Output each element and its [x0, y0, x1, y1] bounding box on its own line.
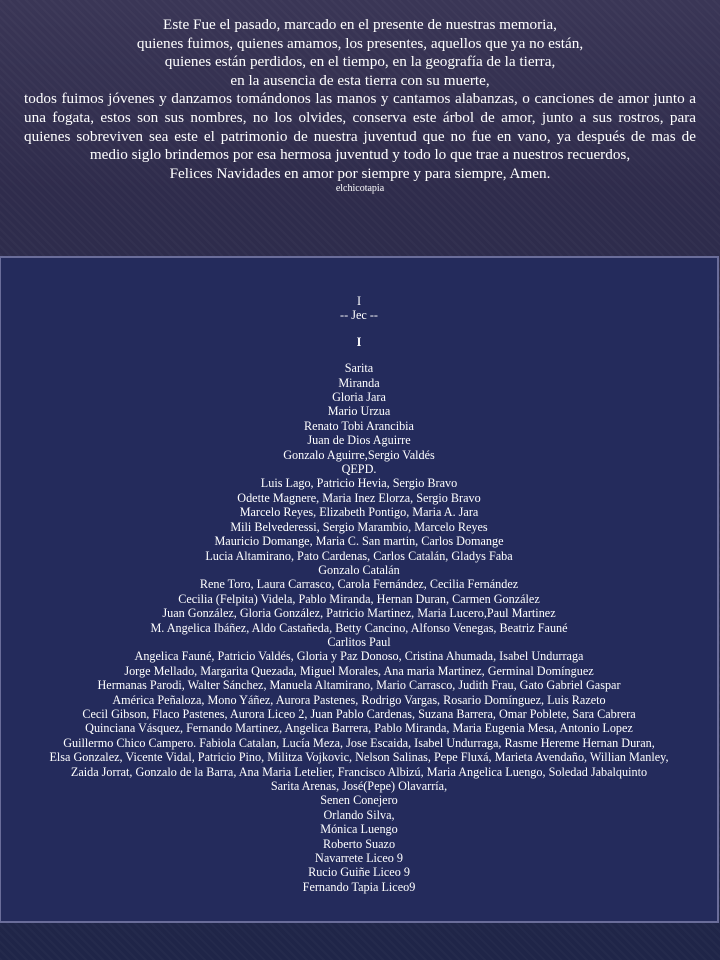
name-line: Elsa Gonzalez, Vicente Vidal, Patricio Pino, Militza Vojkovic, Nelson Salinas, Pepe Fluxá, Marieta Avendaño, Willian Manley, — [49, 750, 669, 765]
name-line: Sarita Arenas, José(Pepe) Olavarría, — [270, 779, 448, 793]
name-line: Renato Tobi Arancibia — [304, 418, 414, 433]
names-tree — [1, 294, 717, 894]
intro-line: Este Fue el pasado, marcado en el presente de nuestras memoria, — [163, 16, 557, 33]
intro-line: quienes fuimos, quienes amamos, los presentes, aquellos que ya no están, — [136, 34, 584, 52]
name-line: Orlando Silva, — [323, 807, 395, 822]
spacer — [1, 349, 717, 361]
name-line: Gloria Jara — [332, 390, 386, 405]
name-line: Cecilia (Felpita) Videla, Pablo Miranda, Hernan Duran, Carmen González — [178, 591, 540, 606]
name-line: Zaida Jorrat, Gonzalo de la Barra, Ana Maria Letelier, Francisco Albizú, Maria Angelica Luengo, Soledad Jabalquinto — [70, 764, 648, 779]
name-line: Juan González, Gloria González, Patricio Martinez, Maria Lucero,Paul Martinez — [162, 606, 556, 621]
intro-closing-line: Felices Navidades en amor por siempre y para siempre, Amen. — [169, 164, 551, 182]
name-line: Jorge Mellado, Margarita Quezada, Miguel Morales, Ana maria Martinez, Germinal Domínguez — [124, 663, 594, 678]
name-line: Mauricio Domange, Maria C. San martin, Carlos Domange — [214, 534, 504, 549]
name-line: Gonzalo Aguirre,Sergio Valdés — [283, 447, 435, 462]
spacer — [1, 323, 717, 335]
name-line: Mario Urzua — [327, 404, 391, 419]
name-line: América Peñaloza, Mono Yáñez, Aurora Pastenes, Rodrigo Vargas, Rosario Domínguez, Luis Razeto — [112, 692, 606, 707]
name-line: M. Angelica Ibáñez, Aldo Castañeda, Betty Cancino, Alfonso Venegas, Beatriz Fauné — [150, 620, 568, 635]
name-line: Hermanas Parodi, Walter Sánchez, Manuela Altamirano, Mario Carrasco, Judith Frau, Gato Gabriel Gaspar — [97, 678, 621, 693]
name-line: Odette Magnere, Maria Inez Elorza, Sergio Bravo — [237, 490, 481, 505]
intro-poem — [24, 16, 696, 195]
name-line: Rene Toro, Laura Carrasco, Carola Fernández, Cecilia Fernández — [199, 577, 519, 592]
name-line: Cecil Gibson, Flaco Pastenes, Aurora Liceo 2, Juan Pablo Cardenas, Suzana Barrera, Omar Poblete, Sara Cabrera — [82, 706, 636, 721]
name-line: Lucia Altamirano, Pato Cardenas, Carlos Catalán, Gladys Faba — [205, 548, 513, 563]
name-line: Luis Lago, Patricio Hevia, Sergio Bravo — [260, 476, 458, 491]
name-line: Angelica Fauné, Patricio Valdés, Gloria y Paz Donoso, Cristina Ahumada, Isabel Undurraga — [134, 649, 584, 664]
name-line: Roberto Suazo — [322, 836, 396, 851]
name-line: QEPD. — [341, 462, 377, 477]
name-line: Miranda — [338, 375, 380, 390]
name-line: Mónica Luengo — [320, 822, 398, 837]
name-line: Carlitos Paul — [327, 634, 391, 649]
tree-star-label: -- Jec -- — [340, 308, 378, 323]
name-line: Quinciana Vásquez, Fernando Martinez, Angelica Barrera, Pablo Miranda, Maria Eugenia Mesa, Antonio Lopez — [85, 721, 633, 736]
tree-top: I — [356, 294, 362, 308]
intro-paragraph: todos fuimos jóvenes y danzamos tomándonos las manos y cantamos alabanzas, o canciones de amor junto a una fogata, estos son sus nombres, no los olvides, conserva este árbol de amor, junto a sus rostros, para quienes sobreviven sea este el patrimonio de nuestra juventud que no fue en vano, ya después de mas de medio siglo brindemos por esa hermosa juventud y todo lo que trae a nuestros recuerdos, — [24, 90, 696, 164]
name-line: Navarrete Liceo 9 — [315, 851, 403, 866]
name-line: Mili Belvederessi, Sergio Marambio, Marcelo Reyes — [230, 519, 488, 534]
name-line: Sarita — [344, 361, 374, 376]
name-line: Rucio Guiñe Liceo 9 — [308, 865, 410, 880]
intro-line: en la ausencia de esta tierra con su muerte, — [230, 71, 490, 89]
name-line: Fernando Tapia Liceo9 — [302, 879, 416, 894]
names-tree-panel — [0, 256, 719, 923]
tree-trunk-top: I — [356, 334, 362, 349]
name-line: Gonzalo Catalán — [318, 562, 400, 577]
intro-line: quienes están perdidos, en el tiempo, en la geografía de la tierra, — [164, 53, 556, 71]
name-line: Senen Conejero — [320, 793, 398, 808]
name-line: Marcelo Reyes, Elizabeth Pontigo, Maria A. Jara — [239, 505, 479, 520]
signature: elchicotapia — [335, 183, 385, 195]
name-line: Guillermo Chico Campero. Fabiola Catalan, Lucía Meza, Jose Escaida, Isabel Undurraga, Rasme Hereme Hernan Duran, — [63, 735, 655, 750]
name-line: Juan de Dios Aguirre — [307, 433, 411, 448]
name-lines — [1, 361, 717, 894]
